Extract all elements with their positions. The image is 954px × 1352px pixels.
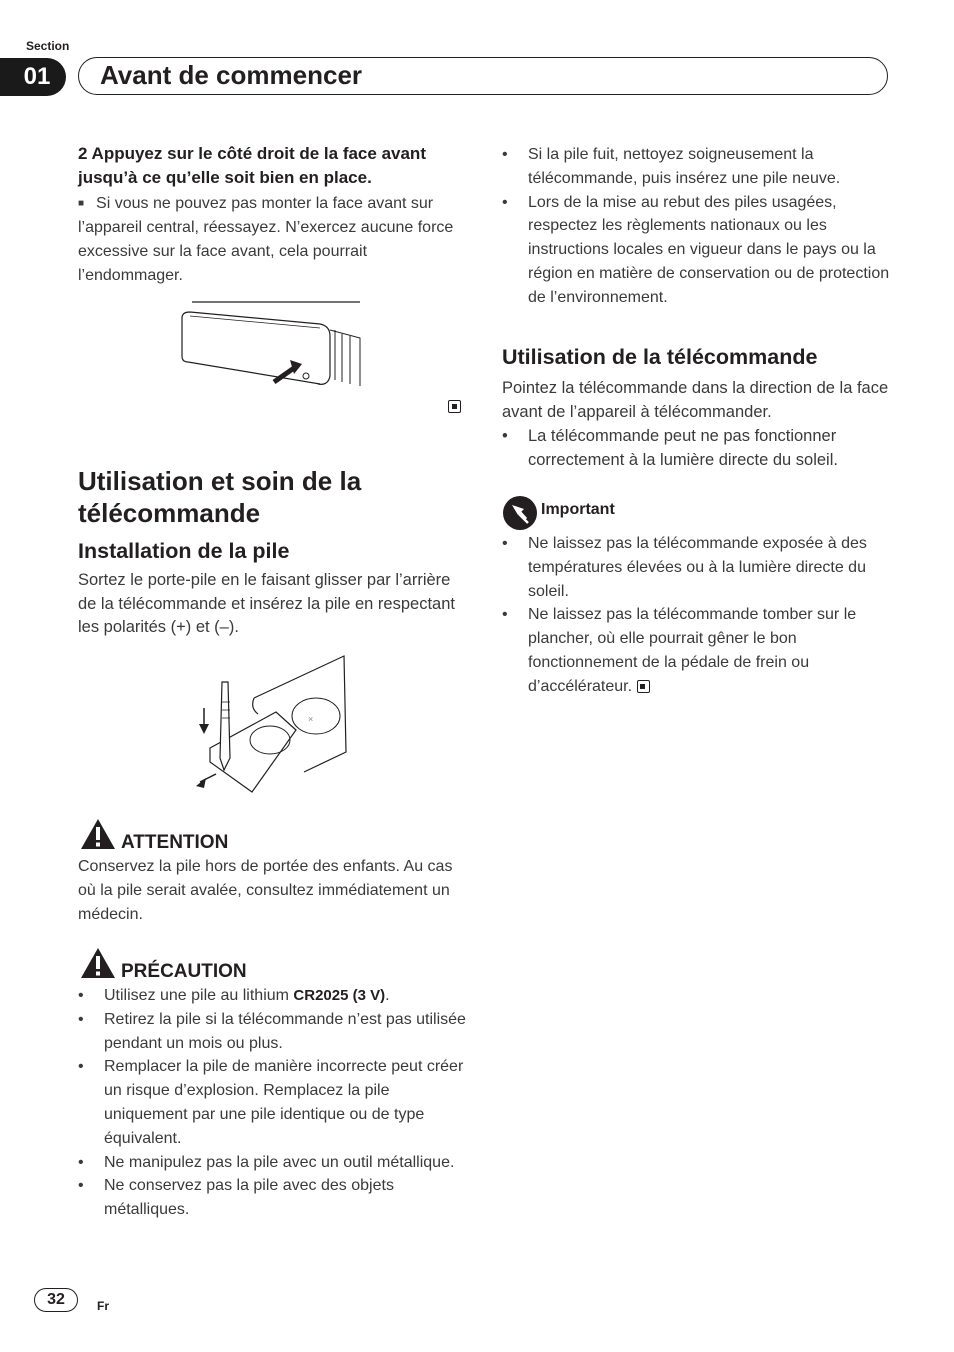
section-number-badge: 01 (0, 58, 66, 96)
list-item-text: Utilisez une pile au lithium (104, 987, 294, 1004)
install-heading: Installation de la pile (78, 539, 290, 563)
list-item (502, 143, 894, 191)
section-end-mark (448, 398, 461, 416)
bullet-icon: • (78, 1153, 84, 1171)
bullet-icon: • (502, 535, 508, 552)
page-number: 32 (34, 1288, 78, 1312)
list-item (78, 1055, 470, 1150)
precaution-list (78, 984, 470, 1222)
faceplate-illustration (170, 296, 370, 391)
page-title: Avant de commencer (100, 60, 363, 90)
square-bullet-icon: ■ (78, 198, 85, 209)
list-item-suffix: . (385, 987, 390, 1004)
list-item (78, 1151, 470, 1175)
list-item-text: La télécommande peut ne pas fonctionner correctement à la lumière directe du soleil. (528, 427, 838, 469)
list-item-text: Retirez la pile si la télécommande n’est pas utilisée pendant un mois ou plus. (104, 1010, 466, 1052)
important-title: Important (541, 501, 615, 518)
important-list (502, 532, 894, 699)
bullet-icon: • (78, 987, 84, 1004)
list-item-text: Ne laissez pas la télécommande tomber sur le plancher, où elle pourrait gêner le bon fonctionnement de la pédale de frein ou d’accélérateur. (528, 606, 857, 695)
list-item-text: Ne laissez pas la télécommande exposée à des températures élevées ou à la lumière directe du soleil. (528, 535, 867, 600)
attention-title: ATTENTION (121, 832, 229, 853)
battery-model: CR2025 (3 V) (293, 987, 386, 1004)
install-body: Sortez le porte-pile en le faisant glisser par l’arrière de la télécommande et insérez la pile en respectant les polarités (+) et (–). (78, 571, 455, 636)
attention-body: Conservez la pile hors de portée des enfants. Au cas où la pile serait avalée, consultez immédiatement un médecin. (78, 858, 453, 923)
list-item (502, 191, 894, 310)
main-heading: Utilisation et soin de la télécommande (78, 466, 362, 528)
step-2-title: 2 Appuyez sur le côté droit de la face avant jusqu’à ce qu’elle soit bien en place. (78, 144, 426, 187)
step-2-note-text: Si vous ne pouvez pas monter la face avant sur l’appareil central, réessayez. N’exercez aucune force excessive sur la face avant, cela pourrait l’endommager. (78, 195, 454, 284)
svg-text:×: × (308, 714, 314, 724)
warning-icon (80, 818, 116, 850)
usage-body: Pointez la télécommande dans la direction de la face avant de l’appareil à télécommander. (502, 379, 889, 421)
bullet-icon: • (502, 146, 508, 163)
list-item-text: Lors de la mise au rebut des piles usagées, respectez les règlements nationaux ou les instructions locales en vigueur dans le pays ou la région en matière de conservation ou de protection de l’environnement. (528, 193, 890, 306)
bullet-icon: • (502, 606, 508, 624)
list-item (78, 1174, 470, 1222)
bullet-icon: • (502, 427, 508, 445)
step-2-block (78, 142, 468, 288)
battery-illustration (192, 652, 352, 794)
bullet-icon: • (78, 1177, 84, 1195)
precaution-title: PRÉCAUTION (121, 961, 247, 982)
important-pin-icon (502, 495, 538, 531)
attention-block (78, 855, 468, 927)
list-item-text: Si la pile fuit, nettoyez soigneusement la télécommande, puis insérez une pile neuve. (528, 146, 841, 187)
list-item (502, 424, 894, 472)
section-end-mark (637, 680, 650, 693)
list-item-text: Remplacer la pile de manière incorrecte peut créer un risque d’explosion. Remplacez la pile uniquement par une pile identique ou de type équivalent. (104, 1058, 464, 1147)
usage-heading: Utilisation de la télécommande (502, 345, 818, 369)
list-item (502, 532, 894, 603)
language-code: Fr (97, 1299, 109, 1313)
bullet-icon: • (78, 1010, 84, 1028)
list-item-text: Ne conservez pas la pile avec des objets métalliques. (104, 1177, 394, 1219)
right-top-bullets (502, 143, 894, 310)
bullet-icon: • (78, 1058, 84, 1076)
main-section (78, 465, 478, 640)
step-2-note (78, 192, 468, 288)
warning-icon (80, 947, 116, 979)
section-label: Section (26, 39, 70, 53)
list-item-text: Ne manipulez pas la pile avec un outil métallique. (104, 1153, 455, 1171)
list-item (78, 1008, 470, 1056)
usage-section (502, 343, 894, 472)
list-item (502, 603, 894, 698)
bullet-icon: • (502, 193, 508, 211)
list-item (78, 984, 470, 1008)
